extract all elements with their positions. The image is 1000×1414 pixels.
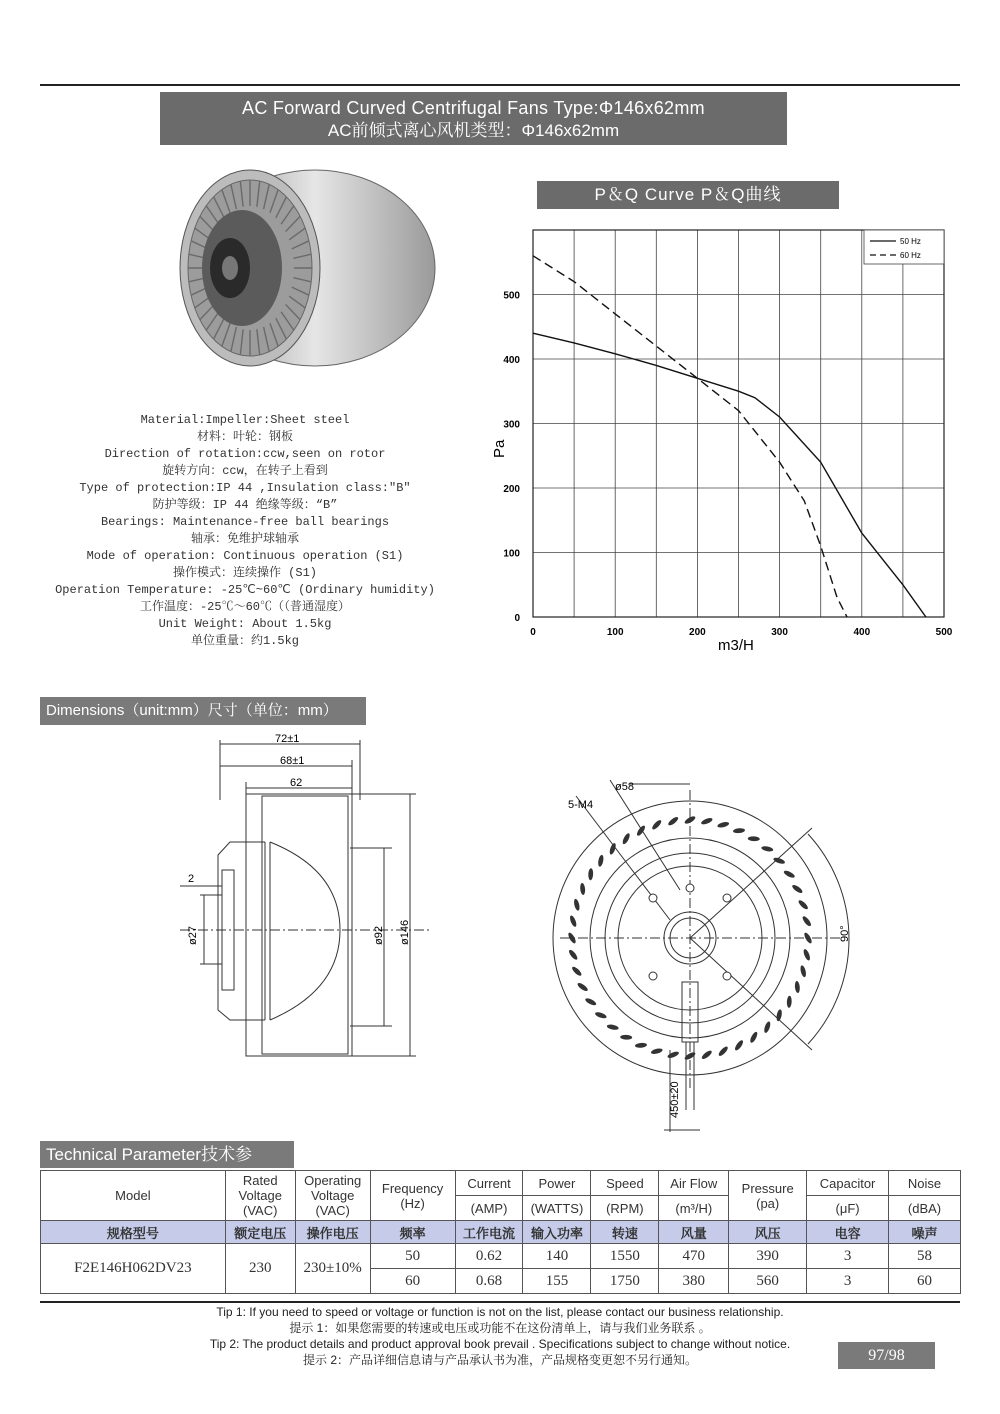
th-cn-current: 工作电流: [455, 1221, 523, 1244]
dim-2: 2: [188, 873, 195, 885]
th-noise: Noise: [889, 1171, 961, 1196]
series-line-2: [533, 256, 847, 617]
unit-amp: (AMP): [455, 1196, 523, 1221]
spec-line: 材料：叶轮：钢板: [196, 430, 293, 444]
spec-line: Material:Impeller:Sheet steel: [140, 413, 350, 427]
th-cn-pressure: 风压: [729, 1221, 807, 1244]
spec-line: Direction of rotation:ccw,seen on rotor: [104, 447, 386, 461]
x-tick-label: 200: [689, 627, 706, 638]
th-rated-voltage: Rated Voltage (VAC): [225, 1171, 295, 1221]
cell-pressure: 390: [729, 1244, 807, 1269]
table-header-en: [41, 1171, 961, 1196]
th-cn-model: 规格型号: [41, 1221, 226, 1244]
th-cn-capacitor: 电容: [807, 1221, 889, 1244]
spec-list: [50, 412, 440, 650]
spec-line: 旋转方向：ccw，在转子上看到: [162, 464, 328, 478]
cell-rated-voltage: 230: [225, 1244, 295, 1294]
spec-line: 轴承：免维护球轴承: [190, 532, 299, 546]
th-airflow: Air Flow: [659, 1171, 729, 1196]
table-row: [41, 1244, 961, 1269]
x-tick-label: 500: [935, 627, 953, 638]
legend-label: 50 Hz: [900, 237, 921, 246]
th-cn-noise: 噪声: [889, 1221, 961, 1244]
cell-capacitor: 3: [807, 1244, 889, 1269]
legend-label: 60 Hz: [900, 251, 921, 260]
dim-27: ø27: [187, 926, 199, 945]
th-cn-rated: 额定电压: [225, 1221, 295, 1244]
th-cn-operating: 操作电压: [295, 1221, 370, 1244]
unit-watts: (WATTS): [523, 1196, 591, 1221]
curve-section-title: P＆Q Curve P＆Q曲线: [537, 181, 839, 209]
cell-speed: 1750: [591, 1269, 659, 1294]
th-operating-voltage: Operating Voltage (VAC): [295, 1171, 370, 1221]
spec-line: Bearings: Maintenance-free ball bearings: [100, 515, 390, 529]
top-rule: [40, 84, 960, 86]
front-view-drawing: [550, 770, 870, 1140]
cell-freq: 50: [370, 1244, 455, 1269]
spec-line: Type of protection:IP 44 ,Insulation class:"B": [79, 481, 411, 495]
page-number: 97/98: [838, 1342, 935, 1369]
dim-72: 72±1: [275, 733, 300, 745]
spec-line: 防护等级：IP 44 绝缘等级：“B”: [152, 498, 338, 512]
th-frequency: Frequency (Hz): [370, 1171, 455, 1221]
tech-params-table: [40, 1170, 961, 1294]
th-pressure: Pressure (pa): [729, 1171, 807, 1221]
x-axis-label: m3/H: [718, 637, 754, 654]
y-tick-label: 0: [514, 613, 520, 624]
bottom-rule: [40, 1301, 960, 1303]
tip1-en: Tip 1: If you need to speed or voltage or function is not on the list, please contact our business relationship.: [216, 1305, 784, 1319]
th-model: Model: [41, 1171, 226, 1221]
cell-airflow: 380: [659, 1269, 729, 1294]
dim-lead-length: 450±20: [669, 1081, 681, 1118]
x-tick-label: 400: [853, 627, 871, 638]
th-current: Current: [455, 1171, 523, 1196]
cell-current: 0.62: [455, 1244, 523, 1269]
spec-line: Operation Temperature: -25℃~60℃ (Ordinary humidity): [55, 583, 435, 597]
y-tick-label: 500: [503, 290, 520, 302]
th-capacitor: Capacitor: [807, 1171, 889, 1196]
unit-dba: (dBA): [889, 1196, 961, 1221]
cell-power: 155: [523, 1269, 591, 1294]
dim-68: 68±1: [280, 755, 305, 767]
cell-airflow: 470: [659, 1244, 729, 1269]
dimensions-title: Dimensions（unit:mm）尺寸（单位：mm）: [40, 697, 366, 725]
tech-params-title: Technical Parameter技术参: [40, 1141, 294, 1168]
footer-tips: [40, 1304, 960, 1368]
cell-operating-voltage: 230±10%: [295, 1244, 370, 1294]
cell-pressure: 560: [729, 1269, 807, 1294]
unit-rpm: (RPM): [591, 1196, 659, 1221]
th-power: Power: [523, 1171, 591, 1196]
dim-62: 62: [290, 777, 303, 789]
y-tick-label: 100: [503, 548, 520, 560]
spec-line: 操作模式：连续操作 (S1): [172, 566, 317, 580]
tip1-cn: 提示 1：如果您需要的转速或电压或功能不在这份清单上，请与我们业务联系 。: [289, 1321, 711, 1335]
y-tick-label: 400: [503, 355, 520, 366]
x-tick-label: 0: [530, 627, 536, 638]
th-cn-freq: 频率: [370, 1221, 455, 1244]
th-cn-power: 输入功率: [523, 1221, 591, 1244]
y-axis-label: Pa: [491, 439, 508, 458]
cell-power: 140: [523, 1244, 591, 1269]
x-tick-label: 300: [771, 627, 788, 638]
dim-146: ø146: [399, 919, 411, 945]
x-tick-label: 100: [606, 627, 624, 638]
cell-noise: 58: [889, 1244, 961, 1269]
pq-curve-chart: [490, 220, 960, 660]
th-cn-speed: 转速: [591, 1221, 659, 1244]
series-line-1: [533, 333, 926, 617]
dim-5m4: 5-M4: [568, 799, 594, 811]
y-tick-label: 300: [503, 419, 520, 431]
page-title: [160, 92, 787, 145]
dim-58: ø58: [615, 781, 634, 793]
th-speed: Speed: [591, 1171, 659, 1196]
y-tick-label: 200: [503, 484, 520, 495]
title-en: AC Forward Curved Centrifugal Fans Type:Φ146x62mm: [242, 98, 705, 118]
dim-90deg: 90°: [839, 925, 851, 942]
unit-m3h: (m³/H): [659, 1196, 729, 1221]
cell-current: 0.68: [455, 1269, 523, 1294]
dim-92: ø92: [373, 926, 385, 945]
tip2-en: Tip 2: The product details and product approval book prevail . Specifications subject to change without notice.: [209, 1337, 791, 1351]
cell-model: F2E146H062DV23: [41, 1244, 226, 1294]
spec-line: 单位重量：约1.5kg: [190, 634, 299, 648]
title-cn: AC前倾式离心风机类型：Φ146x62mm: [327, 121, 620, 140]
tip2-cn: 提示 2：产品详细信息请与产品承认书为准，产品规格变更恕不另行通知。: [302, 1353, 697, 1367]
cell-capacitor: 3: [807, 1269, 889, 1294]
table-header-cn: [41, 1221, 961, 1244]
cell-freq: 60: [370, 1269, 455, 1294]
spec-line: Unit Weight: About 1.5kg: [158, 617, 332, 631]
spec-line: Mode of operation: Continuous operation (S1): [86, 549, 404, 563]
unit-uf: (μF): [807, 1196, 889, 1221]
fan-product-image: [150, 150, 450, 380]
th-cn-airflow: 风量: [659, 1221, 729, 1244]
side-view-drawing: [170, 730, 440, 1090]
cell-speed: 1550: [591, 1244, 659, 1269]
spec-line: 工作温度：-25℃～60℃（（普通湿度）: [139, 600, 350, 614]
cell-noise: 60: [889, 1269, 961, 1294]
